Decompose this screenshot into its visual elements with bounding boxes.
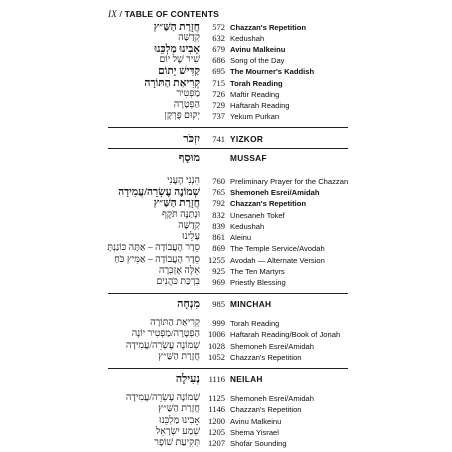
toc-section-row [0,153,452,164]
toc-entry-row [0,33,452,44]
running-header [108,9,219,19]
section-divider [108,127,348,128]
page-ref: 925 [212,266,225,276]
toc-entry-row [0,232,452,243]
page-ref: 1006 [208,329,225,339]
english-title: Torah Reading [230,319,280,328]
english-title: Maftir Reading [230,90,280,99]
english-title: MINCHAH [230,299,272,309]
english-title: Shemoneh Esrei/Amidah [230,342,314,351]
page-ref: 792 [212,198,225,208]
hebrew-title: קְדֻשָּׁה [178,33,200,43]
hebrew-title: הַפְטָרָה [173,100,200,110]
toc-section-row [0,299,452,310]
hebrew-title: שְׁמוֹנֶה עֶשְׂרֵה/עֲמִידָה [125,393,200,403]
page-ref: 861 [212,232,225,242]
english-title: Chazzan's Repetition [230,353,302,362]
hebrew-title: וּנְתַנֶּה תֹּקֶף [161,210,200,220]
toc-entry-row [0,427,452,438]
page-ref: 1125 [208,393,225,403]
page-ref: 715 [212,78,225,88]
page-ref: 695 [212,66,225,76]
hebrew-title: חֲזָרַת הַשַּׁ״ץ [158,352,200,362]
page-ref: 726 [212,89,225,99]
hebrew-title: מַפְטִיר [176,89,200,99]
page-ref: 765 [212,187,225,197]
english-title: Priestly Blessing [230,278,286,287]
english-title: The Temple Service/Avodah [230,244,325,253]
english-title: Kedushah [230,34,265,43]
hebrew-title: חֲזָרַת הַשַּׁ״ץ [153,198,200,209]
hebrew-title: יְקוּם פֻּרְקָן [164,111,200,121]
toc-section-row [0,134,452,145]
page-title: TABLE OF CONTENTS [124,9,219,19]
page-ref: 1146 [208,404,225,414]
hebrew-title: עָלֵינוּ [182,232,200,242]
hebrew-title: סֵדֶר הָעֲבוֹדָה – אַמִּיץ כֹּחַ [114,255,200,265]
hebrew-title: יִזְכֹּר [183,133,200,145]
toc-entry-row [0,277,452,288]
toc-entry-row [0,404,452,415]
page-ref: 1052 [208,352,225,362]
page-ref: 1028 [208,341,225,351]
english-title: Torah Reading [230,79,283,88]
english-title: Shemoneh Esrei/Amidah [230,394,314,403]
hebrew-title: הַפְטָרָה/מַפְטִיר יוֹנָה [131,329,200,339]
page-ref: 1200 [208,416,225,426]
page-ref: 737 [212,111,225,121]
english-title: Avinu Malkeinu [230,417,282,426]
hebrew-title: אָבִינוּ מַלְכֵּנוּ [159,416,200,426]
page-ref: 572 [212,22,225,32]
english-title: Kedushah [230,222,265,231]
english-title: Shemoneh Esrei/Amidah [230,188,320,197]
page-ref: 679 [212,44,225,54]
english-title: Chazzan's Repetition [230,199,307,208]
header-separator: / [119,9,123,19]
hebrew-title: נְעִילָה [175,373,200,385]
toc-entry-row [0,44,452,55]
toc-entry-row [0,416,452,427]
toc-entry-row [0,210,452,221]
page-ref: 969 [212,277,225,287]
page-number: IX [108,9,117,19]
page-ref: 839 [212,221,225,231]
page-ref: 1205 [208,427,225,437]
toc-entry-row [0,438,452,449]
hebrew-title: מוּסָף [178,152,200,164]
hebrew-title: קַדִּישׁ יָתוֹם [158,66,200,77]
hebrew-title: בִּרְכַּת כֹּהֲנִים [156,277,200,287]
english-title: Aleinu [230,233,252,242]
hebrew-title: אָבִינוּ מַלְכֵּנוּ [154,44,200,55]
hebrew-title: שְׁמוֹנֶה עֶשְׂרֵה/עֲמִידָה [118,187,200,198]
english-title: NEILAH [230,374,263,384]
toc-entry-row [0,55,452,66]
page-ref: 1207 [208,438,225,448]
english-title: Unesaneh Tokef [230,211,285,220]
hebrew-title: קְרִיאַת הַתּוֹרָה [144,78,200,89]
page-ref: 686 [212,55,225,65]
hebrew-title: שְׁמַע יִשְׂרָאֵל [155,427,200,437]
english-title: Shema Yisrael [230,428,279,437]
page-ref: 869 [212,243,225,253]
english-title: YIZKOR [230,134,264,144]
toc-entry-row [0,198,452,209]
section-divider [108,148,348,149]
toc-entry-row [0,318,452,329]
page-ref: 1116 [208,374,225,384]
hebrew-title: קְדֻשָּׁה [178,221,200,231]
hebrew-title: סֵדֶר הָעֲבוֹדָה – אַתָּה כּוֹנַנְתָּ [107,243,200,253]
hebrew-title: שִׁיר שֶׁל יוֹם [159,55,200,65]
english-title: Yekum Purkan [230,112,280,121]
toc-entry-row [0,341,452,352]
page-ref: 760 [212,176,225,186]
page-ref: 741 [212,134,225,144]
toc-entry-row [0,352,452,363]
page-ref: 985 [212,299,225,309]
hebrew-title: שְׁמוֹנֶה עֶשְׂרֵה/עֲמִידָה [125,341,200,351]
page-ref: 999 [212,318,225,328]
english-title: Chazzan's Repetition [230,405,302,414]
toc-entry-row [0,22,452,33]
english-title: MUSSAF [230,153,267,163]
hebrew-title: חֲזָרַת הַשַּׁ״ץ [158,404,200,414]
english-title: Preliminary Prayer for the Chazzan [230,177,349,186]
hebrew-title: חֲזָרַת הַשַּׁ״ץ [153,22,200,33]
toc-entry-row [0,111,452,122]
hebrew-title: קְרִיאַת הַתּוֹרָה [150,318,200,328]
toc-entry-row [0,221,452,232]
english-title: Avodah — Alternate Version [230,256,325,265]
toc-entry-row [0,243,452,254]
english-title: Chazzan's Repetition [230,23,307,32]
toc-entry-row [0,266,452,277]
english-title: Shofar Sounding [230,439,287,448]
toc-entry-row [0,255,452,266]
toc-entry-row [0,100,452,111]
hebrew-title: הִנְנִי הֶעָנִי [167,176,200,186]
english-title: Haftarah Reading [230,101,290,110]
section-divider [108,368,348,369]
hebrew-title: אֵלֶּה אֶזְכְּרָה [158,266,200,276]
toc-entry-row [0,176,452,187]
english-title: The Mourner's Kaddish [230,67,315,76]
toc-entry-row [0,78,452,89]
page-ref: 832 [212,210,225,220]
section-divider [108,293,348,294]
toc-entry-row [0,89,452,100]
page-ref: 632 [212,33,225,43]
english-title: Song of the Day [230,56,285,65]
page-ref: 729 [212,100,225,110]
toc-entry-row [0,187,452,198]
page-ref: 1255 [208,255,225,265]
english-title: Haftarah Reading/Book of Jonah [230,330,341,339]
english-title: The Ten Martyrs [230,267,285,276]
hebrew-title: מִנְחָה [177,298,200,310]
hebrew-title: תְּקִיעַת שׁוֹפָר [154,438,200,448]
toc-entry-row [0,393,452,404]
toc-section-row [0,374,452,385]
toc-entry-row [0,66,452,77]
english-title: Avinu Malkeinu [230,45,286,54]
toc-entry-row [0,329,452,340]
